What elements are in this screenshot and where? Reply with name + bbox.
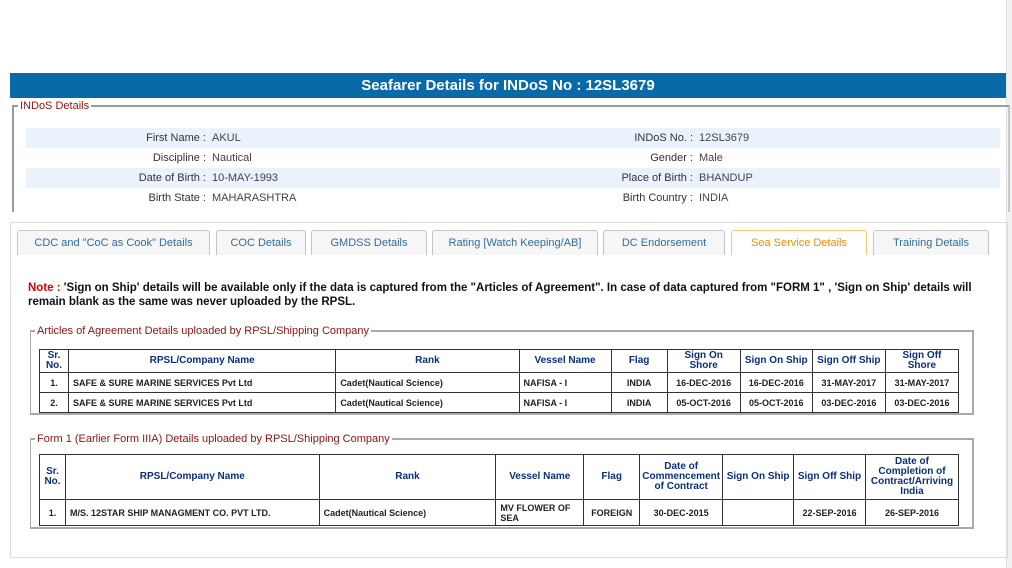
- column-header: Vessel Name: [496, 455, 584, 500]
- form1-legend: Form 1 (Earlier Form IIIA) Details uploaded by RPSL/Shipping Company: [37, 433, 390, 445]
- table-cell: 03-DEC-2016: [812, 393, 885, 413]
- articles-legend: Articles of Agreement Details uploaded by RPSL/Shipping Company: [37, 325, 370, 337]
- page-title: Seafarer Details for INDoS No : 12SL3679: [10, 73, 1006, 98]
- column-header: Date of Commencement of Contract: [640, 455, 723, 500]
- indos-row: [26, 128, 1000, 148]
- table-cell: SAFE & SURE MARINE SERVICES Pvt Ltd: [69, 373, 336, 393]
- table-cell: 05-OCT-2016: [740, 393, 812, 413]
- table-cell: FOREIGN: [584, 500, 640, 526]
- note-label: Note :: [28, 282, 61, 294]
- indos-value: INDIA: [699, 192, 729, 204]
- column-header: Sign On Shore: [667, 350, 740, 373]
- indos-value: AKUL: [206, 128, 566, 148]
- note-body: 'Sign on Ship' details will be available only if the data is captured from the "Articles of Agreement". In case of data captured from "FORM 1" , 'Sign on Ship' details will remain blank as the same was never uploaded by the RPSL.: [28, 282, 972, 308]
- column-header: Sign Off Ship: [794, 455, 866, 500]
- indos-row: [26, 168, 1000, 188]
- table-cell: SAFE & SURE MARINE SERVICES Pvt Ltd: [69, 393, 336, 413]
- column-header: Sr. No.: [40, 455, 66, 500]
- column-header: Sign Off Shore: [885, 350, 958, 373]
- table-cell: Cadet(Nautical Science): [319, 500, 496, 526]
- column-header: Rank: [319, 455, 496, 500]
- column-header: Sr. No.: [40, 350, 69, 373]
- table-cell: Cadet(Nautical Science): [336, 393, 519, 413]
- table-cell: INDIA: [611, 393, 667, 413]
- indos-label: Place of Birth :: [566, 168, 693, 188]
- indos-row: [26, 148, 1000, 168]
- indos-label: Birth Country :: [622, 192, 693, 204]
- column-header: Date of Completion of Contract/Arriving India: [865, 455, 958, 500]
- indos-value: MAHARASHTRA: [212, 192, 297, 204]
- table-cell: 1.: [40, 373, 69, 393]
- indos-label: Discipline :: [152, 152, 206, 164]
- articles-of-agreement-section: [30, 325, 974, 415]
- indos-value: 12SL3679: [693, 128, 1000, 148]
- form1-table: [39, 454, 959, 526]
- column-header: Sign On Ship: [740, 350, 812, 373]
- table-row: [40, 500, 959, 526]
- table-cell: [723, 500, 794, 526]
- table-cell: INDIA: [611, 373, 667, 393]
- tab-dc-endorsement[interactable]: DC Endorsement: [603, 230, 725, 255]
- table-cell: 22-SEP-2016: [794, 500, 866, 526]
- table-cell: Cadet(Nautical Science): [336, 373, 519, 393]
- table-cell: NAFISA - I: [519, 373, 611, 393]
- column-header: Vessel Name: [519, 350, 611, 373]
- table-cell: 31-MAY-2017: [812, 373, 885, 393]
- table-cell: M/S. 12STAR SHIP MANAGMENT CO. PVT LTD.: [65, 500, 319, 526]
- indos-value: Male: [699, 152, 723, 164]
- table-cell: 2.: [40, 393, 69, 413]
- tab-gmdss-details[interactable]: GMDSS Details: [311, 230, 427, 255]
- table-cell: 16-DEC-2016: [740, 373, 812, 393]
- articles-table: [39, 349, 959, 413]
- indos-value: Nautical: [212, 152, 252, 164]
- table-cell: NAFISA - I: [519, 393, 611, 413]
- indos-details-table: [26, 128, 1000, 208]
- tab-cdc-details[interactable]: CDC and "CoC as Cook" Details: [17, 230, 210, 255]
- column-header: Flag: [611, 350, 667, 373]
- table-cell: 30-DEC-2015: [640, 500, 723, 526]
- column-header: Flag: [584, 455, 640, 500]
- indos-label: INDoS No. :: [566, 128, 693, 148]
- indos-label: Date of Birth :: [26, 168, 206, 188]
- column-header: Sign Off Ship: [812, 350, 885, 373]
- table-cell: 16-DEC-2016: [667, 373, 740, 393]
- table-row: [40, 393, 959, 413]
- table-cell: 26-SEP-2016: [865, 500, 958, 526]
- table-row: [40, 373, 959, 393]
- column-header: Sign On Ship: [723, 455, 794, 500]
- tab-sea-service-details[interactable]: Sea Service Details: [731, 230, 867, 255]
- indos-value: 10-MAY-1993: [206, 168, 566, 188]
- table-cell: 1.: [40, 500, 66, 526]
- table-cell: 03-DEC-2016: [885, 393, 958, 413]
- indos-value: BHANDUP: [693, 168, 1000, 188]
- indos-label: Birth State :: [148, 192, 206, 204]
- column-header: RPSL/Company Name: [69, 350, 336, 373]
- table-cell: 05-OCT-2016: [667, 393, 740, 413]
- tab-coc-details[interactable]: COC Details: [216, 230, 306, 255]
- indos-label: First Name :: [26, 128, 206, 148]
- indos-details-legend: INDoS Details: [20, 100, 90, 112]
- table-cell: MV FLOWER OF SEA: [496, 500, 584, 526]
- tab-panel: [10, 222, 1008, 558]
- indos-row: [26, 188, 1000, 208]
- column-header: Rank: [336, 350, 519, 373]
- form1-section: [30, 433, 974, 529]
- indos-label: Gender :: [650, 152, 693, 164]
- indos-details-section: [12, 100, 1010, 212]
- tab-training-details[interactable]: Training Details: [873, 230, 989, 255]
- tab-rating-watch-keeping[interactable]: Rating [Watch Keeping/AB]: [432, 230, 598, 255]
- column-header: RPSL/Company Name: [65, 455, 319, 500]
- note-text: [28, 281, 990, 309]
- table-cell: 31-MAY-2017: [885, 373, 958, 393]
